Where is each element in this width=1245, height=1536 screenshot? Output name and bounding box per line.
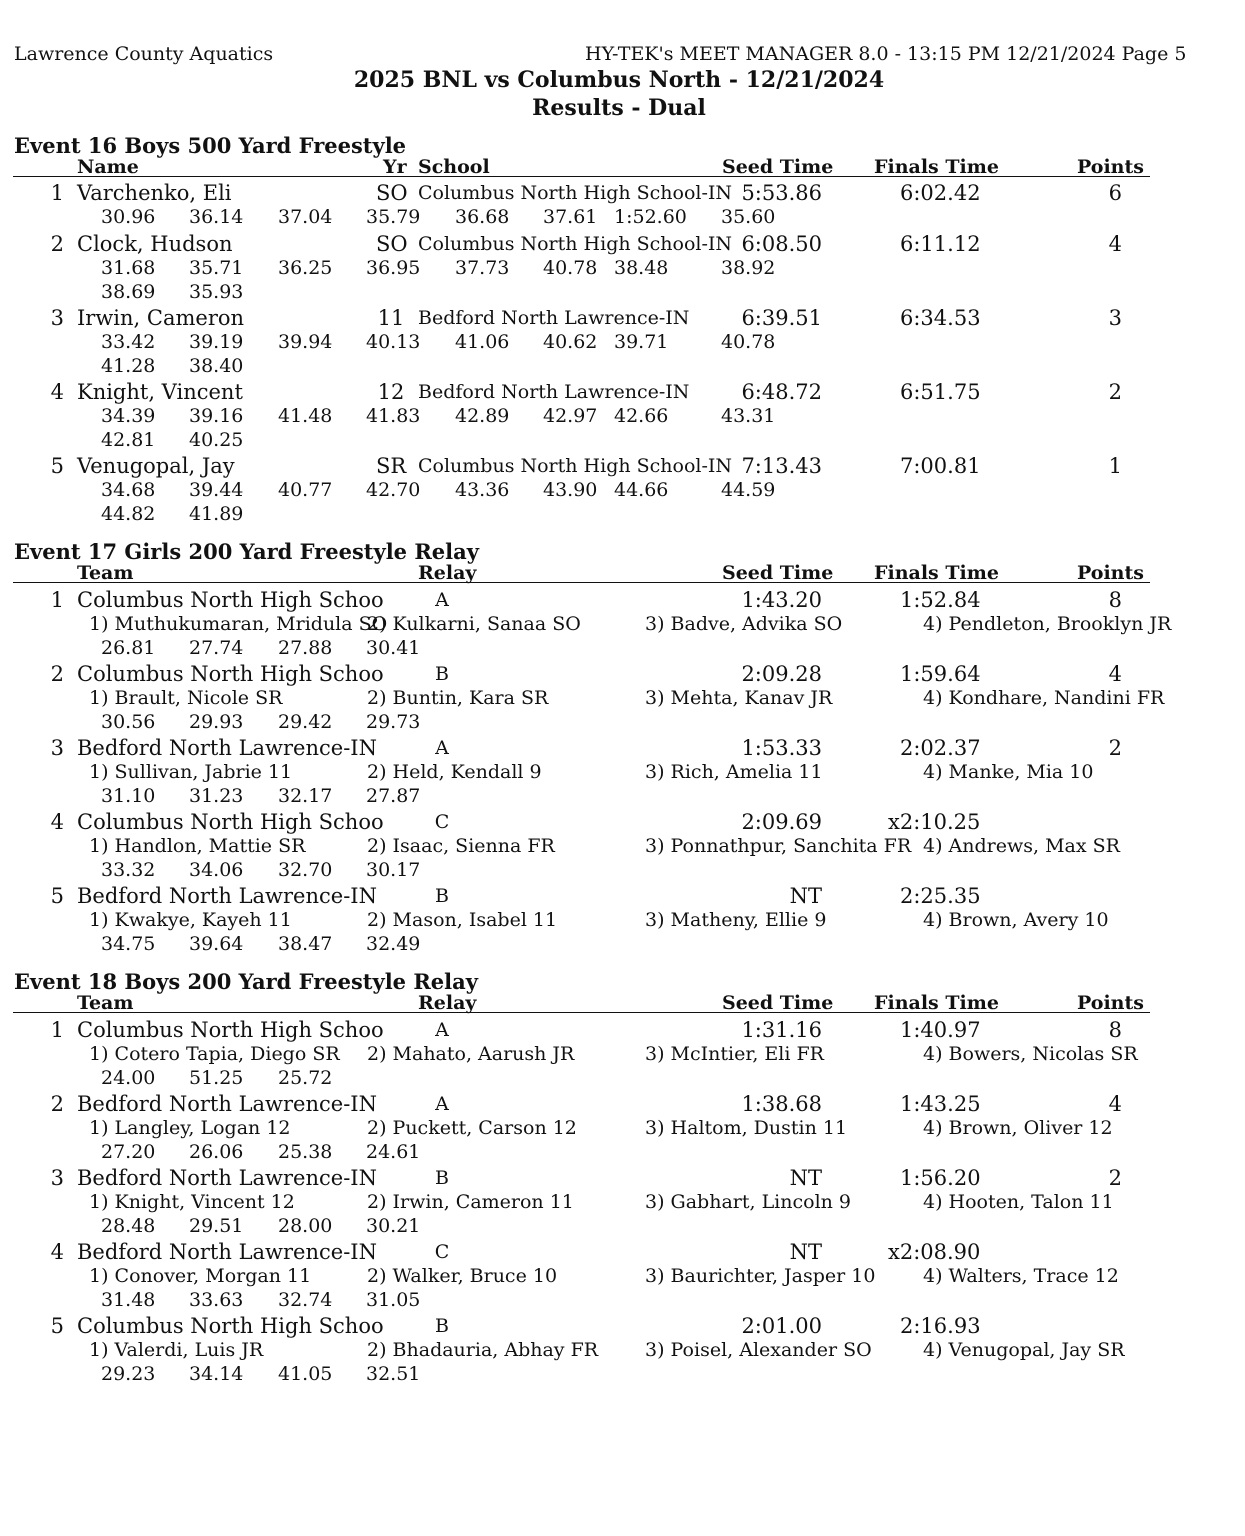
swimmer-name: Irwin, Cameron [77, 306, 245, 330]
finals-time: 1:40.97 [900, 1018, 981, 1042]
meet-title: 2025 BNL vs Columbus North - 12/21/2024 [353, 67, 885, 93]
split-time: 39.16 [189, 405, 244, 427]
relay-letter: C [434, 1241, 450, 1263]
split-time: 30.41 [366, 637, 421, 659]
points: 1 [1108, 454, 1122, 478]
result-place: 4 [50, 810, 64, 834]
split-time: 40.62 [543, 331, 598, 353]
split-time: 36.14 [189, 206, 244, 228]
split-time: 34.68 [101, 479, 156, 501]
relay-swimmer: 2) Mahato, Aarush JR [367, 1043, 575, 1065]
seed-time: 6:48.72 [741, 380, 822, 404]
results-subtitle: Results - Dual [532, 95, 706, 121]
split-time: 36.95 [366, 257, 421, 279]
relay-swimmer: 1) Muthukumaran, Mridula SO [89, 613, 388, 635]
split-time: 42.89 [455, 405, 510, 427]
finals-time: 1:56.20 [900, 1166, 981, 1190]
column-seed-time: Seed Time [722, 992, 834, 1014]
relay-letter: A [435, 737, 449, 759]
split-time: 35.93 [189, 281, 244, 303]
split-time: 32.51 [366, 1363, 421, 1385]
column-relay: Relay [418, 562, 477, 584]
relay-swimmer: 2) Bhadauria, Abhay FR [367, 1339, 599, 1361]
split-time: 39.64 [189, 933, 244, 955]
relay-swimmer: 4) Manke, Mia 10 [923, 761, 1094, 783]
split-time: 35.79 [366, 206, 421, 228]
split-time: 44.59 [721, 479, 776, 501]
split-time: 28.00 [278, 1215, 333, 1237]
split-time: 40.78 [543, 257, 598, 279]
split-time: 27.74 [189, 637, 244, 659]
swimmer-year: 12 [377, 380, 405, 404]
relay-swimmer: 1) Knight, Vincent 12 [89, 1191, 295, 1213]
relay-swimmer: 1) Langley, Logan 12 [89, 1117, 291, 1139]
split-time: 39.71 [614, 331, 669, 353]
relay-swimmer: 2) Irwin, Cameron 11 [367, 1191, 574, 1213]
seed-time: 6:08.50 [741, 232, 822, 256]
split-time: 43.36 [455, 479, 510, 501]
split-time: 51.25 [189, 1067, 244, 1089]
split-time: 36.25 [278, 257, 333, 279]
relay-letter: B [435, 885, 449, 907]
split-time: 29.42 [278, 711, 333, 733]
result-place: 4 [50, 380, 64, 404]
result-place: 3 [50, 1166, 64, 1190]
swimmer-year: 11 [377, 306, 405, 330]
team-name: Bedford North Lawrence-IN [77, 736, 377, 760]
points: 2 [1108, 380, 1122, 404]
event-title: Event 16 Boys 500 Yard Freestyle [14, 133, 407, 158]
relay-swimmer: 3) Mehta, Kanav JR [645, 687, 833, 709]
result-place: 1 [50, 181, 64, 205]
team-name: Bedford North Lawrence-IN [77, 1240, 377, 1264]
split-time: 39.44 [189, 479, 244, 501]
column-finals-time: Finals Time [874, 992, 999, 1014]
relay-swimmer: 1) Sullivan, Jabrie 11 [89, 761, 293, 783]
split-time: 42.70 [366, 479, 421, 501]
split-time: 33.63 [189, 1289, 244, 1311]
finals-time: 2:25.35 [900, 884, 981, 908]
split-time: 41.83 [366, 405, 421, 427]
relay-swimmer: 2) Puckett, Carson 12 [367, 1117, 577, 1139]
relay-swimmer: 4) Bowers, Nicolas SR [923, 1043, 1138, 1065]
relay-swimmer: 1) Conover, Morgan 11 [89, 1265, 312, 1287]
split-time: 42.97 [543, 405, 598, 427]
relay-swimmer: 2) Mason, Isabel 11 [367, 909, 558, 931]
relay-letter: A [435, 1019, 449, 1041]
split-time: 40.13 [366, 331, 421, 353]
column-relay: Relay [418, 992, 477, 1014]
split-time: 27.20 [101, 1141, 156, 1163]
result-place: 5 [50, 454, 64, 478]
event-title: Event 17 Girls 200 Yard Freestyle Relay [14, 539, 479, 564]
column-seed-time: Seed Time [722, 156, 834, 178]
relay-swimmer: 1) Valerdi, Luis JR [89, 1339, 264, 1361]
split-time: 39.19 [189, 331, 244, 353]
split-time: 35.60 [721, 206, 776, 228]
split-time: 42.81 [101, 429, 156, 451]
split-time: 1:52.60 [614, 206, 687, 228]
finals-time: 1:59.64 [900, 662, 981, 686]
swimmer-year: SO [376, 232, 408, 256]
swimmer-name: Varchenko, Eli [77, 181, 232, 205]
relay-letter: B [435, 663, 449, 685]
column-name: Name [77, 156, 139, 178]
seed-time: 2:09.69 [741, 810, 822, 834]
result-place: 4 [50, 1240, 64, 1264]
split-time: 31.48 [101, 1289, 156, 1311]
split-time: 31.10 [101, 785, 156, 807]
split-time: 26.06 [189, 1141, 244, 1163]
split-time: 36.68 [455, 206, 510, 228]
column-team: Team [77, 562, 134, 584]
split-time: 28.48 [101, 1215, 156, 1237]
split-time: 37.61 [543, 206, 598, 228]
finals-time: 6:51.75 [900, 380, 981, 404]
column-team: Team [77, 992, 134, 1014]
relay-swimmer: 1) Cotero Tapia, Diego SR [89, 1043, 340, 1065]
split-time: 37.04 [278, 206, 333, 228]
split-time: 39.94 [278, 331, 333, 353]
relay-letter: A [435, 589, 449, 611]
relay-swimmer: 3) Poisel, Alexander SO [645, 1339, 872, 1361]
finals-time: 6:34.53 [900, 306, 981, 330]
split-time: 32.49 [366, 933, 421, 955]
seed-time: NT [789, 884, 822, 908]
split-time: 29.51 [189, 1215, 244, 1237]
result-place: 5 [50, 884, 64, 908]
relay-swimmer: 3) Ponnathpur, Sanchita FR [645, 835, 912, 857]
split-time: 34.39 [101, 405, 156, 427]
team-name: Bedford North Lawrence-IN [77, 1092, 377, 1116]
swimmer-year: SR [376, 454, 407, 478]
relay-swimmer: 4) Walters, Trace 12 [923, 1265, 1119, 1287]
column-seed-time: Seed Time [722, 562, 834, 584]
seed-time: 1:31.16 [741, 1018, 822, 1042]
team-name: Columbus North High Schoo [77, 810, 384, 834]
split-time: 41.48 [278, 405, 333, 427]
relay-letter: C [434, 811, 450, 833]
split-time: 38.40 [189, 355, 244, 377]
relay-letter: B [435, 1167, 449, 1189]
finals-time: 7:00.81 [900, 454, 981, 478]
seed-time: 6:39.51 [741, 306, 822, 330]
split-time: 38.47 [278, 933, 333, 955]
seed-time: 7:13.43 [741, 454, 822, 478]
team-name: Columbus North High Schoo [77, 1314, 384, 1338]
seed-time: NT [789, 1166, 822, 1190]
finals-time: x2:08.90 [888, 1240, 981, 1264]
relay-swimmer: 2) Held, Kendall 9 [367, 761, 542, 783]
relay-swimmer: 2) Buntin, Kara SR [367, 687, 549, 709]
split-time: 29.93 [189, 711, 244, 733]
relay-swimmer: 4) Brown, Oliver 12 [923, 1117, 1113, 1139]
result-place: 3 [50, 736, 64, 760]
relay-swimmer: 3) Gabhart, Lincoln 9 [645, 1191, 852, 1213]
split-time: 42.66 [614, 405, 669, 427]
result-place: 1 [50, 1018, 64, 1042]
finals-time: 6:11.12 [900, 232, 981, 256]
team-name: Columbus North High Schoo [77, 588, 384, 612]
column-header-rule [13, 176, 1150, 177]
points: 4 [1108, 662, 1122, 686]
split-time: 40.78 [721, 331, 776, 353]
seed-time: 2:09.28 [741, 662, 822, 686]
split-time: 41.05 [278, 1363, 333, 1385]
column-points: Points [1077, 992, 1144, 1014]
points: 4 [1108, 1092, 1122, 1116]
split-time: 34.06 [189, 859, 244, 881]
split-time: 31.05 [366, 1289, 421, 1311]
column-finals-time: Finals Time [874, 562, 999, 584]
split-time: 30.17 [366, 859, 421, 881]
relay-swimmer: 1) Handlon, Mattie SR [89, 835, 306, 857]
relay-swimmer: 3) Baurichter, Jasper 10 [645, 1265, 876, 1287]
split-time: 27.87 [366, 785, 421, 807]
split-time: 25.38 [278, 1141, 333, 1163]
finals-time: 2:02.37 [900, 736, 981, 760]
result-place: 2 [50, 662, 64, 686]
column-points: Points [1077, 156, 1144, 178]
relay-swimmer: 1) Brault, Nicole SR [89, 687, 283, 709]
finals-time: 1:43.25 [900, 1092, 981, 1116]
split-time: 43.90 [543, 479, 598, 501]
event-title: Event 18 Boys 200 Yard Freestyle Relay [14, 969, 478, 994]
split-time: 41.06 [455, 331, 510, 353]
split-time: 30.21 [366, 1215, 421, 1237]
seed-time: 5:53.86 [741, 181, 822, 205]
relay-swimmer: 3) Rich, Amelia 11 [645, 761, 823, 783]
relay-swimmer: 3) Matheny, Ellie 9 [645, 909, 827, 931]
relay-swimmer: 2) Kulkarni, Sanaa SO [367, 613, 581, 635]
split-time: 24.61 [366, 1141, 421, 1163]
result-place: 2 [50, 232, 64, 256]
result-place: 3 [50, 306, 64, 330]
split-time: 41.28 [101, 355, 156, 377]
relay-letter: B [435, 1315, 449, 1337]
split-time: 40.25 [189, 429, 244, 451]
seed-time: 1:38.68 [741, 1092, 822, 1116]
split-time: 43.31 [721, 405, 776, 427]
points: 3 [1108, 306, 1122, 330]
swimmer-year: SO [376, 181, 408, 205]
points: 8 [1108, 1018, 1122, 1042]
seed-time: 1:53.33 [741, 736, 822, 760]
relay-swimmer: 3) Haltom, Dustin 11 [645, 1117, 848, 1139]
split-time: 25.72 [278, 1067, 333, 1089]
software-info: HY-TEK's MEET MANAGER 8.0 - 13:15 PM 12/21/2024 Page 5 [585, 43, 1187, 65]
relay-swimmer: 4) Kondhare, Nandini FR [923, 687, 1165, 709]
result-place: 1 [50, 588, 64, 612]
column-header-rule [13, 582, 1150, 583]
split-time: 26.81 [101, 637, 156, 659]
split-time: 32.74 [278, 1289, 333, 1311]
split-time: 29.23 [101, 1363, 156, 1385]
split-time: 32.17 [278, 785, 333, 807]
split-time: 37.73 [455, 257, 510, 279]
relay-swimmer: 4) Pendleton, Brooklyn JR [923, 613, 1172, 635]
split-time: 27.88 [278, 637, 333, 659]
split-time: 30.96 [101, 206, 156, 228]
result-place: 5 [50, 1314, 64, 1338]
organization-name: Lawrence County Aquatics [14, 43, 274, 65]
points: 4 [1108, 232, 1122, 256]
split-time: 35.71 [189, 257, 244, 279]
relay-swimmer: 3) McIntier, Eli FR [645, 1043, 824, 1065]
seed-time: NT [789, 1240, 822, 1264]
points: 6 [1108, 181, 1122, 205]
finals-time: 1:52.84 [900, 588, 981, 612]
team-name: Columbus North High Schoo [77, 662, 384, 686]
split-time: 41.89 [189, 503, 244, 525]
column-yr: Yr [383, 156, 407, 178]
split-time: 38.48 [614, 257, 669, 279]
relay-letter: A [435, 1093, 449, 1115]
split-time: 29.73 [366, 711, 421, 733]
swimmer-name: Venugopal, Jay [77, 454, 235, 478]
split-time: 34.14 [189, 1363, 244, 1385]
column-header-rule [13, 1012, 1150, 1013]
split-time: 30.56 [101, 711, 156, 733]
relay-swimmer: 4) Venugopal, Jay SR [923, 1339, 1125, 1361]
split-time: 24.00 [101, 1067, 156, 1089]
points: 2 [1108, 736, 1122, 760]
team-name: Bedford North Lawrence-IN [77, 884, 377, 908]
finals-time: 6:02.42 [900, 181, 981, 205]
swimmer-name: Clock, Hudson [77, 232, 233, 256]
finals-time: 2:16.93 [900, 1314, 981, 1338]
relay-swimmer: 1) Kwakye, Kayeh 11 [89, 909, 292, 931]
seed-time: 1:43.20 [741, 588, 822, 612]
points: 2 [1108, 1166, 1122, 1190]
team-name: Bedford North Lawrence-IN [77, 1166, 377, 1190]
school-name: Bedford North Lawrence-IN [418, 381, 690, 403]
team-name: Columbus North High Schoo [77, 1018, 384, 1042]
swimmer-name: Knight, Vincent [77, 380, 243, 404]
split-time: 32.70 [278, 859, 333, 881]
split-time: 31.23 [189, 785, 244, 807]
school-name: Bedford North Lawrence-IN [418, 307, 690, 329]
split-time: 40.77 [278, 479, 333, 501]
column-school: School [418, 156, 490, 178]
result-place: 2 [50, 1092, 64, 1116]
column-points: Points [1077, 562, 1144, 584]
school-name: Columbus North High School-IN [418, 182, 733, 204]
seed-time: 2:01.00 [741, 1314, 822, 1338]
relay-swimmer: 4) Andrews, Max SR [923, 835, 1120, 857]
split-time: 38.92 [721, 257, 776, 279]
split-time: 34.75 [101, 933, 156, 955]
relay-swimmer: 2) Isaac, Sienna FR [367, 835, 555, 857]
split-time: 33.32 [101, 859, 156, 881]
split-time: 38.69 [101, 281, 156, 303]
relay-swimmer: 4) Hooten, Talon 11 [923, 1191, 1114, 1213]
school-name: Columbus North High School-IN [418, 455, 733, 477]
split-time: 44.82 [101, 503, 156, 525]
split-time: 33.42 [101, 331, 156, 353]
split-time: 44.66 [614, 479, 669, 501]
relay-swimmer: 2) Walker, Bruce 10 [367, 1265, 558, 1287]
split-time: 31.68 [101, 257, 156, 279]
column-finals-time: Finals Time [874, 156, 999, 178]
finals-time: x2:10.25 [888, 810, 981, 834]
school-name: Columbus North High School-IN [418, 233, 733, 255]
relay-swimmer: 3) Badve, Advika SO [645, 613, 843, 635]
relay-swimmer: 4) Brown, Avery 10 [923, 909, 1109, 931]
points: 8 [1108, 588, 1122, 612]
